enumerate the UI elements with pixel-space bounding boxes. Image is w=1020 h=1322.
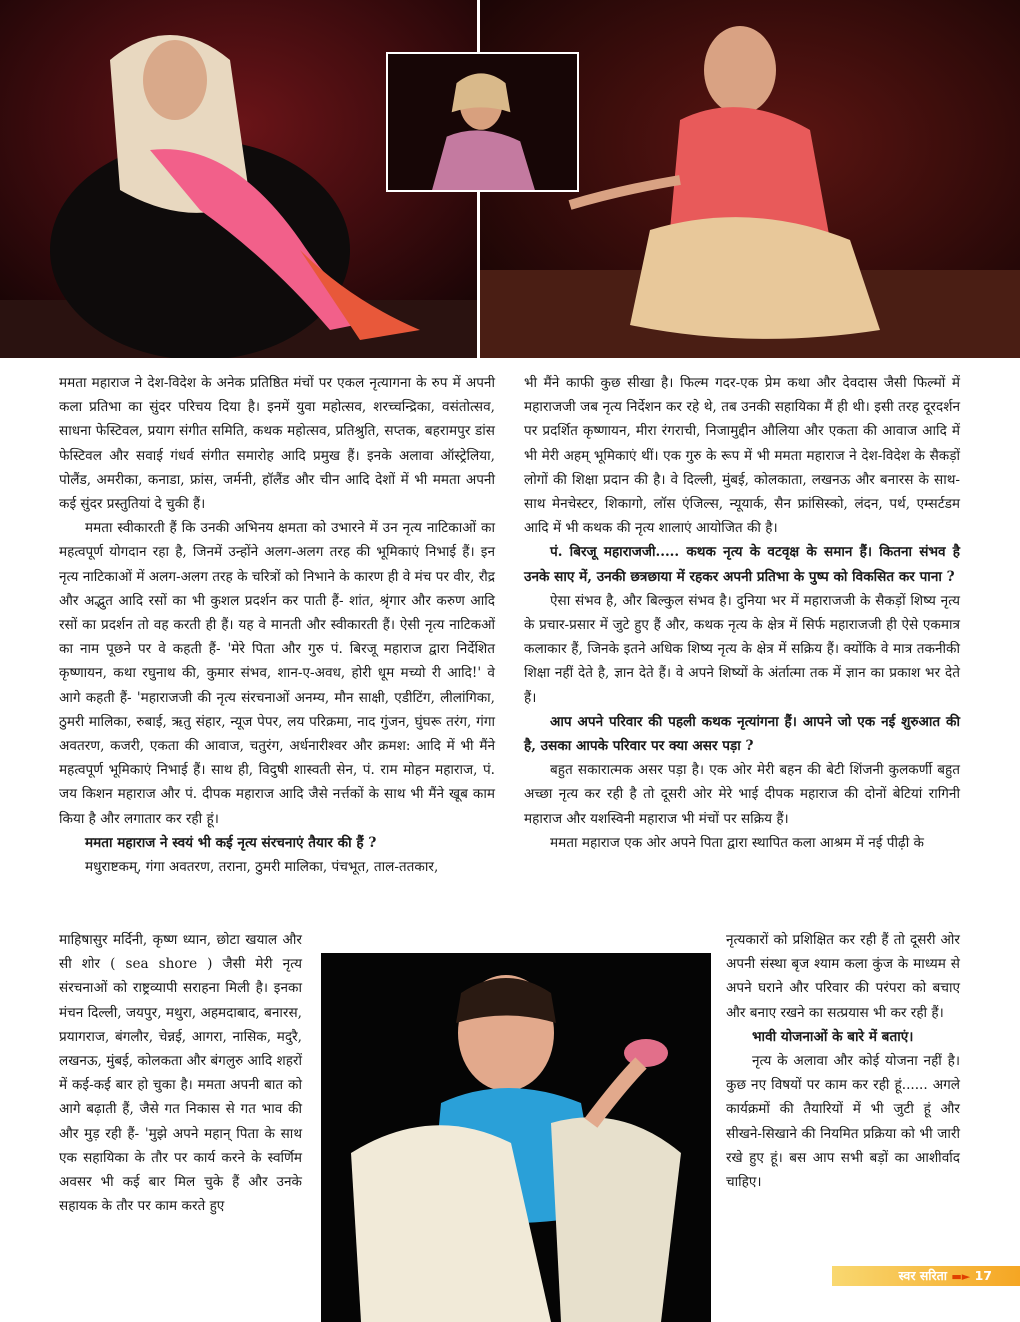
arrow-icon: ▬► [951, 1270, 971, 1283]
question: भावी योजनाओं के बारे में बताएं। [752, 1028, 914, 1045]
paragraph: मधुराष्टकम्, गंगा अवतरण, तराना, ठुमरी मालिका, पंचभूत, ताल-ततकार, [85, 859, 439, 876]
column-left-wrap [59, 928, 302, 1218]
question: ममता महाराज ने स्वयं भी कई नृत्य संरचनाएं तैयार की हैं ? [85, 834, 377, 851]
photo-dancer-inset [386, 52, 579, 192]
question: आप अपने परिवार की पहली कथक नृत्यांगना हैं। आपने जो एक नई शुरुआत की है, उसका आपके परिवार पर क्या असर पड़ा ? [524, 713, 960, 755]
page-number: 17 [974, 1268, 992, 1283]
paragraph: नृत्य के अलावा और कोई योजना नहीं है। कुछ नए विषयों पर काम कर रही हूं...... अगले कार्यक्रमों की तैयारियों में भी जुटी हूं और सीखने-सिखाने की नियमित प्रक्रिया को भी जारी रखे हुए हूं। बस आप सभी बड़ों का आशीर्वाद चाहिए। [726, 1053, 960, 1191]
question: पं. बिरजू महाराजजी..... कथक नृत्य के वटवृक्ष के समान हैं। कितना संभव है उनके साए में, उनकी छत्रछाया में रहकर अपनी प्रतिभा के पुष्प को विकसित कर पाना ? [524, 544, 960, 585]
column-right [524, 371, 960, 855]
paragraph: ममता महाराज ने देश-विदेश के अनेक प्रतिष्ठित मंचों पर एकल नृत्यागना के रुप में अपनी कला प्रतिभा का सुंदर परिचय दिया है। इनमें युवा महोत्सव, शरच्चन्द्रिका, वसंतोत्सव, साधना फेस्टिवल, प्रयाग संगीत समिति, कथक महोत्सव, प्रतिश्रुति, सप्तक, बहरामपुर डांस फेस्टिवल और सवाई गंधर्व संगीत समारोह आदि प्रमुख हैं। इनके अलावा ऑस्ट्रेलिया, पोलैंड, अमरीका, कनाडा, फ्रांस, जर्मनी, हॉलैंड और चीन आदि देशों में भी ममता अपनी कई सुंदर प्रस्तुतियां दे चुकी हैं। [59, 375, 495, 513]
paragraph: बहुत सकारात्मक असर पड़ा है। एक ओर मेरी बहन की बेटी शिंजनी कुलकर्णी बहुत अच्छा नृत्य कर रही है तो दूसरी ओर मेरे भाई दीपक महाराज की दोनों बेटियां रागिनी महाराज और यशस्विनी महाराज भी मंचों पर सक्रिय हैं। [524, 762, 960, 827]
column-left [59, 371, 495, 879]
paragraph: नृत्यकारों को प्रशिक्षित कर रही हैं तो दूसरी ओर अपनी संस्था बृज श्याम कला कुंज के माध्यम से अपने घराने और परिवार की परंपरा को बचाए और बनाए रखने का सत्प्रयास भी कर रही हैं। [726, 932, 960, 1021]
paragraph: ममता स्वीकारती हैं कि उनकी अभिनय क्षमता को उभारने में उन नृत्य नाटिकाओं का महत्वपूर्ण योगदान रहा है, जिनमें उन्होंने अलग-अलग तरह की भूमिकाएं निभाई हैं। इन नृत्य नाटिकाओं में अलग-अलग तरह के चरित्रों को निभाने के कारण ही वे मंच पर वीर, रौद्र और अद्भुत आदि रसों का भी कुशल प्रदर्शन कर पाती हैं- शांत, श्रृंगार और करुण आदि रसों का प्रदर्शन तो वह करती ही हैं। यह वे मानती और स्वीकारती हैं। ऐसी नृत्य नाटिकओं का नाम पूछने पर वे कहती हैं- 'मेरे पिता और गुरु पं. बिरजू महाराज द्वारा निर्देशित कृष्णायन, कथा रघुनाथ की, कुमार संभव, शान-ए-अवध, होरी धूम मच्यो री आदि!' वे आगे कहती हैं- 'महाराजजी की नृत्य संरचनाओं अनम्य, मौन साक्षी, एडीटिंग, लीलांगिका, ठुमरी मालिका, रुबाई, ऋतु संहार, न्यूज पेपर, लय परिक्रमा, नाद गुंजन, घुंघरू तरंग, गंगा अवतरण, कजरी, एकता की आवाज, चतुरंग, अर्धनारीश्वर और क्रमश: आदि में भी मैंने महत्वपूर्ण भूमिकाएं निभाई हैं। साथ ही, विदुषी शास्वती सेन, पं. राम मोहन महाराज, पं. जय किशन महाराज और पं. दीपक महाराज आदि जैसे नर्त्तकों के साथ भी मैंने खूब काम किया है और लगातार कर रही हूं। [59, 520, 495, 827]
magazine-name: स्वर सरिता [898, 1268, 948, 1283]
page-footer [832, 1266, 1020, 1286]
footer-label [899, 1267, 992, 1284]
paragraph: ऐसा संभव है, और बिल्कुल संभव है। दुनिया भर में महाराजजी के सैकड़ों शिष्य नृत्य के प्रचार-प्रसार में जुटे हुए हैं और, कथक नृत्य के क्षेत्र में सिर्फ महाराजजी ही ऐसे एकमात्र कलाकार हैं, जिनके इतने अधिक शिष्य नृत्य के क्षेत्र में सक्रिय हैं। क्योंकि वे मात्र तकनीकी शिक्षा नहीं देते है, ज्ञान देते हैं। वे अपने शिष्यों के अंर्तात्मा तक में ज्ञान का प्रकाश भर देते हैं। [524, 592, 960, 706]
column-right-wrap [726, 928, 960, 1194]
photo-dancer-portrait [321, 953, 711, 1322]
paragraph: ममता महाराज एक ओर अपने पिता द्वारा स्थापित कला आश्रम में नई पीढ़ी के [550, 834, 924, 851]
paragraph: माहिषासुर मर्दिनी, कृष्ण ध्यान, छोटा खयाल और सी शोर ( sea shore ) जैसी मेरी नृत्य संरचनाओं को राष्ट्रव्यापी सराहना मिली है। इनका मंचन दिल्ली, जयपुर, मथुरा, अहमदाबाद, बनारस, प्रयागराज, बंगलौर, चेन्नई, आगरा, नासिक, मदुरै, लखनऊ, मुंबई, कोलकता और बंगलुरु आदि शहरों में कई-कई बार हो चुका है। ममता अपनी बात को आगे बढ़ाती हैं, जैसे गत निकास से गत भाव की और मुड़ रही हैं- 'मुझे अपने महान् पिता के साथ एक सहायिका के तौर पर कार्य करने के स्वर्णिम अवसर भी कई बार मिल चुके हैं और उनके सहायक के तौर पर काम करते हुए [59, 932, 302, 1215]
paragraph: भी मैंने काफी कुछ सीखा है। फिल्म गदर-एक प्रेम कथा और देवदास जैसी फिल्मों में महाराजजी जब नृत्य निर्देशन कर रहे थे, तब उनकी सहायिका मैं ही थी। इसी तरह दूरदर्शन पर प्रदर्शित कृष्णायन, मीरा रंगराची, निजामुद्दीन औलिया और एकता की आवाज आदि में भी मेरी अहम् भूमिकाएं थीं। एक गुरु के रूप में भी ममता महाराज ने देश-विदेश के सैकड़ों लोगों की शिक्षा प्रदान की है। वे दिल्ली, मुंबई, कोलकाता, लखनऊ और बनारस के साथ-साथ मेनचेस्टर, शिकागो, लॉस एंजिल्स, न्यूयार्क, सैन फ्रांसिस्को, लंदन, पर्थ, एम्सर्टडम आदि में भी कथक की नृत्य शालाएं आयोजित की है। [524, 375, 960, 537]
